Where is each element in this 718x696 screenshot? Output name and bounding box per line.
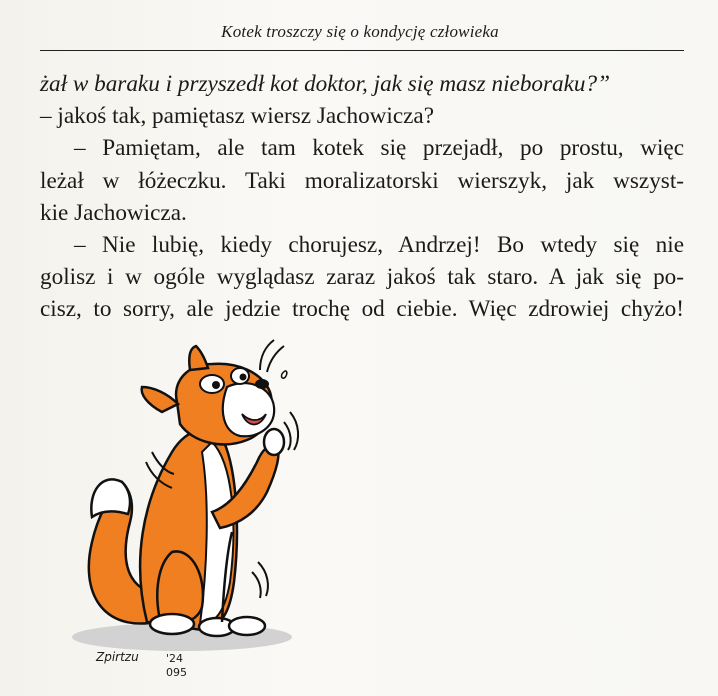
- cat-muzzle: [223, 383, 274, 436]
- running-head: Kotek troszczy się o kondycję człowieka: [221, 22, 499, 41]
- cat-tail-tip: [91, 479, 130, 517]
- signature-year: '24: [166, 652, 184, 665]
- cat-nose: [255, 379, 269, 389]
- body-text: [40, 68, 684, 326]
- cat-front-paw-2: [229, 617, 265, 635]
- text-line-6: – Nie lubię, kiedy chorujesz, Andrzej! Bo wtedy się nie: [74, 231, 684, 258]
- text-line-7: golisz i w ogóle wyglądasz zaraz jakoś tak staro. A jak się po-: [40, 264, 684, 291]
- cat-back-paw: [150, 614, 194, 634]
- cat-ear-right: [189, 346, 208, 370]
- text-line-5: kie Jachowicza.: [40, 199, 187, 226]
- cat-whiskers: [260, 340, 284, 372]
- text-line-8: cisz, to sorry, ale jedzie trochę od ciebie. Więc zdrowiej chyżo!: [40, 296, 684, 323]
- cat-raised-paw: [264, 429, 284, 455]
- illustrator-signature: Zpirtzu: [96, 650, 139, 664]
- text-line-1: żał w baraku i przyszedł kot doktor, jak się masz nieboraku?”: [40, 71, 611, 97]
- cat-ear-left: [142, 387, 178, 412]
- cat-eye-left: [200, 375, 224, 393]
- signature-number: 095: [166, 666, 187, 679]
- text-line-2: – jakoś tak, pamiętasz wiersz Jachowicza?: [40, 103, 435, 130]
- text-line-4: leżał w łóżeczku. Taki moralizatorski wierszyk, jak wszyst-: [40, 167, 684, 194]
- cat-illustration: [62, 332, 322, 682]
- header-rule: [40, 50, 684, 51]
- text-line-3: – Pamiętam, ale tam kotek się przejadł, po prostu, więc: [74, 135, 684, 162]
- sweat-drop: [281, 371, 286, 378]
